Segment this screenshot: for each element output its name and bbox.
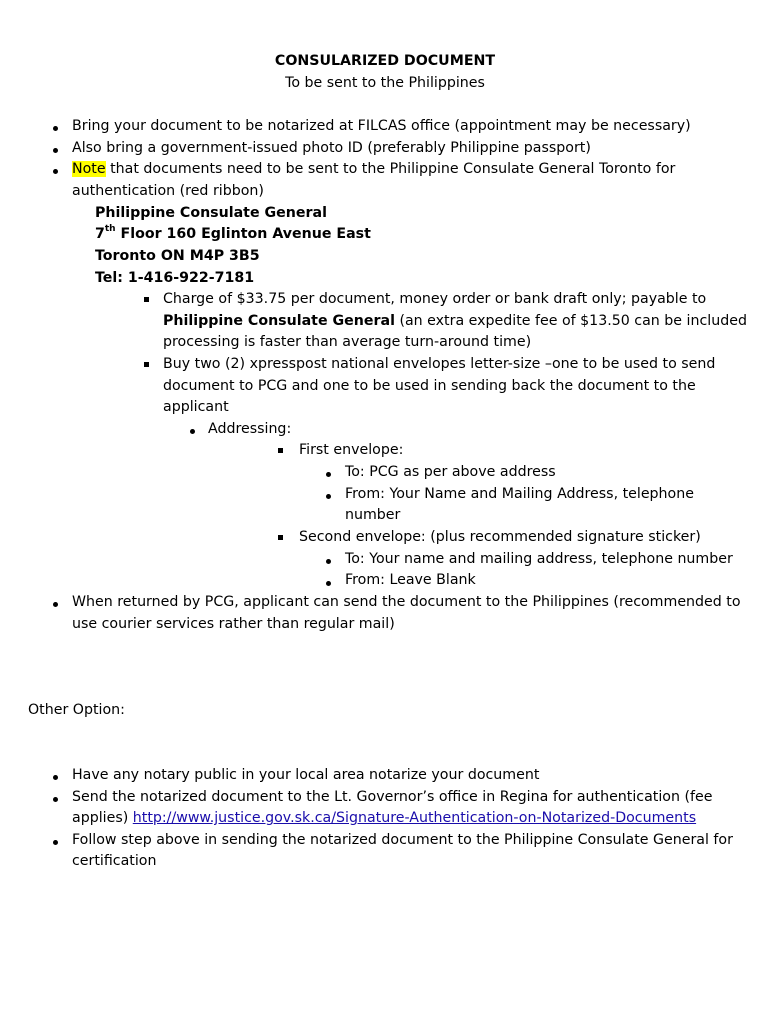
second-envelope-from: From: Leave Blank [345, 572, 476, 588]
bullet-disc [326, 472, 331, 477]
bullet-disc [53, 840, 58, 845]
bullet-disc [53, 797, 58, 802]
note-highlight: Note [72, 161, 106, 177]
buy-line-3: applicant [163, 399, 229, 415]
step-note-line [72, 159, 675, 181]
bullet-disc [53, 126, 58, 131]
charge-line-1: Charge of $33.75 per document, money order or bank draft only; payable to [163, 291, 707, 307]
step-returned-line-2: use courier services rather than regular mail) [72, 616, 395, 632]
bullet-square [278, 535, 283, 540]
bullet-disc [190, 429, 195, 434]
addressing-label: Addressing: [208, 421, 292, 437]
first-envelope-to: To: PCG as per above address [345, 464, 556, 480]
step-bring-document: Bring your document to be notarized at FILCAS office (appointment may be necessary) [72, 118, 691, 134]
document-subtitle: To be sent to the Philippines [285, 75, 485, 91]
first-envelope-label: First envelope: [299, 442, 404, 458]
bullet-square [144, 297, 149, 302]
first-envelope-from-cont: number [345, 507, 401, 523]
bullet-disc [326, 559, 331, 564]
consulate-phone: Tel: 1-416-922-7181 [95, 270, 255, 286]
consulate-name: Philippine Consulate General [95, 205, 327, 221]
charge-line-2: Philippine Consulate General (an extra expedite fee of $13.50 can be included [163, 313, 747, 329]
bullet-square [278, 448, 283, 453]
first-envelope-from: From: Your Name and Mailing Address, telephone [345, 486, 694, 502]
note-text: that documents need to be sent to the Philippine Consulate General Toronto for [105, 161, 676, 177]
second-envelope-label: Second envelope: (plus recommended signature sticker) [299, 529, 701, 545]
bullet-disc [53, 775, 58, 780]
other-send-line-2: applies) http://www.justice.gov.sk.ca/Signature-Authentication-on-Notarized-Documents [72, 810, 697, 826]
bullet-disc [326, 581, 331, 586]
bullet-disc [53, 602, 58, 607]
document-title: CONSULARIZED DOCUMENT [274, 53, 496, 69]
other-notary: Have any notary public in your local area notarize your document [72, 767, 540, 783]
other-follow-line-2: certification [72, 853, 157, 869]
justice-link[interactable]: http://www.justice.gov.sk.ca/Signature-Authentication-on-Notarized-Documents [132, 810, 697, 826]
other-option-heading: Other Option: [28, 702, 125, 718]
buy-line-2: document to PCG and one to be used in sending back the document to the [163, 378, 696, 394]
bullet-disc [326, 494, 331, 499]
step-photo-id: Also bring a government-issued photo ID (preferably Philippine passport) [72, 140, 591, 156]
step-note-continued: authentication (red ribbon) [72, 183, 264, 199]
bullet-square [144, 362, 149, 367]
second-envelope-to: To: Your name and mailing address, telephone number [345, 551, 733, 567]
buy-line-1: Buy two (2) xpresspost national envelopes letter-size –one to be used to send [163, 356, 716, 372]
bullet-disc [53, 148, 58, 153]
consulate-street: 7th Floor 160 Eglinton Avenue East [95, 224, 371, 242]
other-send-line-1: Send the notarized document to the Lt. Governor’s office in Regina for authentication (fee [72, 789, 713, 805]
consulate-city: Toronto ON M4P 3B5 [95, 248, 260, 264]
bullet-disc [53, 169, 58, 174]
step-returned-line-1: When returned by PCG, applicant can send the document to the Philippines (recommended to [72, 594, 741, 610]
charge-line-3: processing is faster than average turn-around time) [163, 334, 532, 350]
other-follow-line-1: Follow step above in sending the notarized document to the Philippine Consulate General for [72, 832, 733, 848]
